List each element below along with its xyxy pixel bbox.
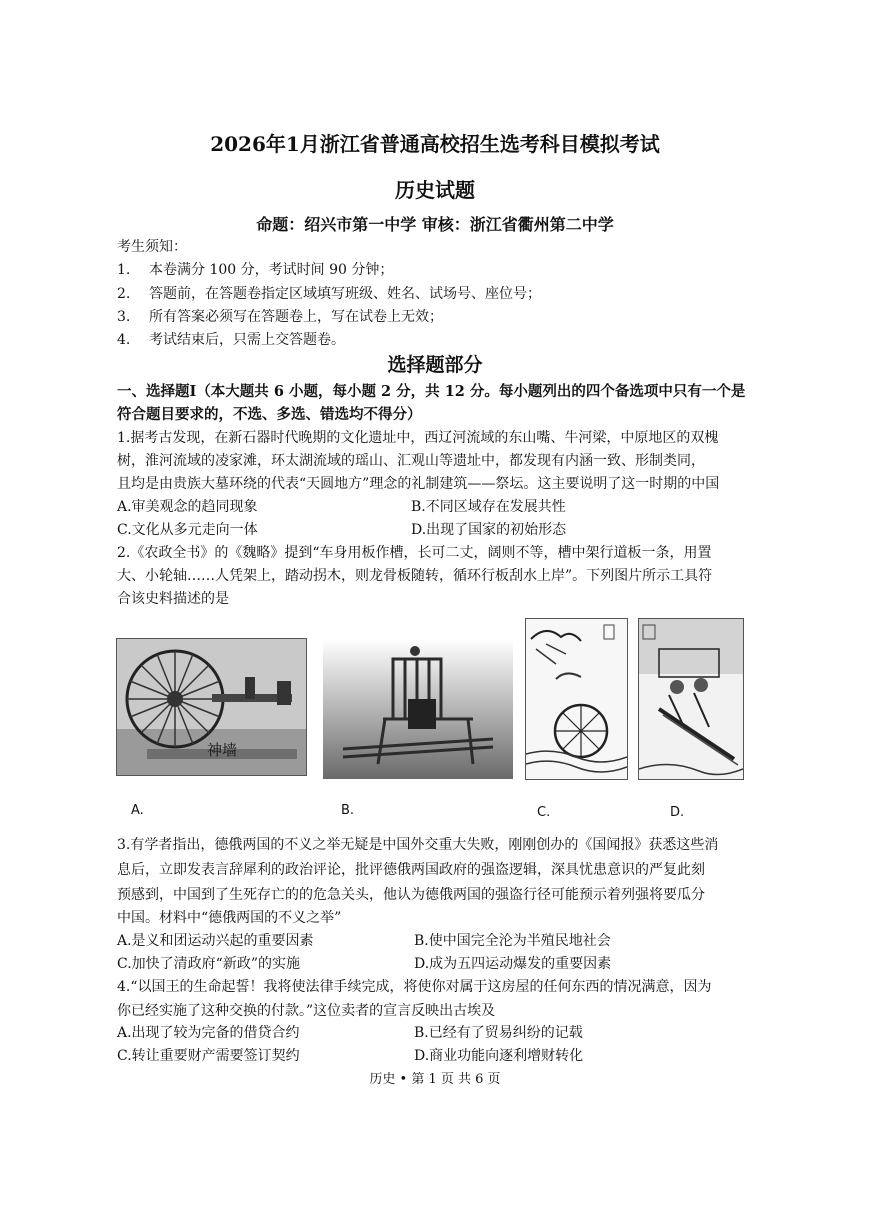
- q1-stem-line: 树，淮河流域的凌家滩，环太湖流域的瑶山、汇观山等遗址中，都发现有内涵一致、形制类同，: [117, 453, 705, 469]
- q1-option-d: D.出现了国家的初始形态: [411, 522, 567, 538]
- notice-text: 本卷满分 100 分，考试时间 90 分钟；: [149, 262, 394, 278]
- part-instruction-line2: 符合题目要求的，不选、多选、错选均不得分）: [117, 406, 422, 423]
- notice-item: [117, 329, 345, 349]
- q3-option-a: A.是义和团运动兴起的重要因素: [117, 933, 314, 949]
- q2-stem-line: 2.《农政全书》的《魏略》提到“车身用板作槽，长可二丈，阔则不等，槽中架行道板一条，用置: [117, 545, 712, 561]
- notice-number: 4.: [117, 332, 131, 348]
- figure-c-caption: C.: [537, 805, 551, 820]
- notice-item: [117, 283, 541, 303]
- part-instruction-line1: 一、选择题Ⅰ（本大题共 6 小题，每小题 2 分，共 12 分。每小题列出的四个备选项中只有一个是: [117, 383, 746, 400]
- q3-stem-line: 息后，立即发表言辞犀利的政治评论，批评德俄两国政府的强盗逻辑，深具忧患意识的严复此刻: [117, 862, 705, 878]
- notice-number: 2.: [117, 286, 131, 302]
- q1-option-a: A.审美观念的趋同现象: [117, 499, 258, 515]
- q4-option-a: A.出现了较为完备的借贷合约: [117, 1025, 300, 1041]
- notice-text: 所有答案必须写在答题卷上，写在试卷上无效；: [149, 309, 443, 325]
- figure-d-woodcut-chain-pump: [638, 618, 744, 780]
- notice-number: 3.: [117, 309, 131, 325]
- woodcut-chain-pump-drawing: [639, 619, 743, 779]
- figure-b-caption: B.: [341, 803, 355, 818]
- q4-option-b: B.已经有了贸易纠纷的记载: [414, 1025, 583, 1041]
- machine-model-drawing: [323, 639, 513, 779]
- figure-a-caption: A.: [131, 803, 144, 818]
- page-footer: 历史 • 第 1 页 共 6 页: [369, 1072, 501, 1087]
- notice-item: [117, 306, 443, 326]
- exam-title: 2026年1月浙江省普通高校招生选考科目模拟考试: [210, 132, 660, 156]
- notice-number: 1.: [117, 262, 131, 278]
- q1-option-c: C.文化从多元走向一体: [117, 522, 258, 538]
- q1-stem-line: 且均是由贵族大墓环绕的代表“天圆地方”理念的礼制建筑——祭坛。这主要说明了这一时期的中国: [117, 476, 720, 492]
- q2-stem-line: 大、小轮轴……人凭架上，踏动拐木，则龙骨板随转，循环行板刮水上岸”。下列图片所示工具符: [117, 568, 713, 584]
- notice-heading: 考生须知：: [117, 239, 187, 255]
- q2-stem-line: 合该史料描述的是: [117, 591, 229, 607]
- authors-line: 命题：绍兴市第一中学 审核：浙江省衢州第二中学: [256, 215, 614, 234]
- figure-c-woodcut-waterwheel: [525, 618, 628, 780]
- notice-text: 考试结束后，只需上交答题卷。: [149, 332, 345, 348]
- q3-option-d: D.成为五四运动爆发的重要因素: [414, 956, 612, 972]
- subject-title: 历史试题: [395, 178, 475, 202]
- figure-a-label: 神墙: [207, 741, 238, 759]
- figure-a-waterwheel-photo: [116, 638, 307, 776]
- q4-stem-line: 4.“以国王的生命起誓！我将使法律手续完成，将使你对属于这房屋的任何东西的情况满意，因为: [117, 979, 712, 995]
- q4-option-c: C.转让重要财产需要签订契约: [117, 1048, 300, 1064]
- notice-item: [117, 259, 393, 279]
- q3-option-b: B.使中国完全沦为半殖民地社会: [414, 933, 611, 949]
- q3-stem-line: 中国。材料中“德俄两国的不义之举”: [117, 910, 342, 926]
- q4-stem-line: 你已经实施了这种交换的付款。”这位卖者的宣言反映出古埃及: [117, 1003, 496, 1019]
- section-title: 选择题部分: [387, 354, 483, 376]
- q4-option-d: D.商业功能向逐利增财转化: [414, 1048, 584, 1064]
- q1-stem-line: 1.据考古发现，在新石器时代晚期的文化遗址中，西辽河流域的东山嘴、牛河梁，中原地区的双槐: [117, 430, 719, 446]
- q1-option-b: B.不同区域存在发展共性: [411, 499, 566, 515]
- notice-text: 答题前，在答题卷指定区域填写班级、姓名、试场号、座位号；: [149, 286, 541, 302]
- q3-stem-line: 3.有学者指出，德俄两国的不义之举无疑是中国外交重大失败，刚刚创办的《国闻报》获悉这些消: [117, 837, 719, 853]
- figure-b-machine-model: [322, 638, 514, 780]
- q3-stem-line: 预感到，中国到了生死存亡的的危急关头，他认为德俄两国的强盗行径可能预示着列强将要瓜分: [117, 887, 705, 903]
- woodcut-waterwheel-drawing: [526, 619, 627, 779]
- q3-option-c: C.加快了清政府“新政”的实施: [117, 956, 300, 972]
- figure-d-caption: D.: [670, 805, 685, 820]
